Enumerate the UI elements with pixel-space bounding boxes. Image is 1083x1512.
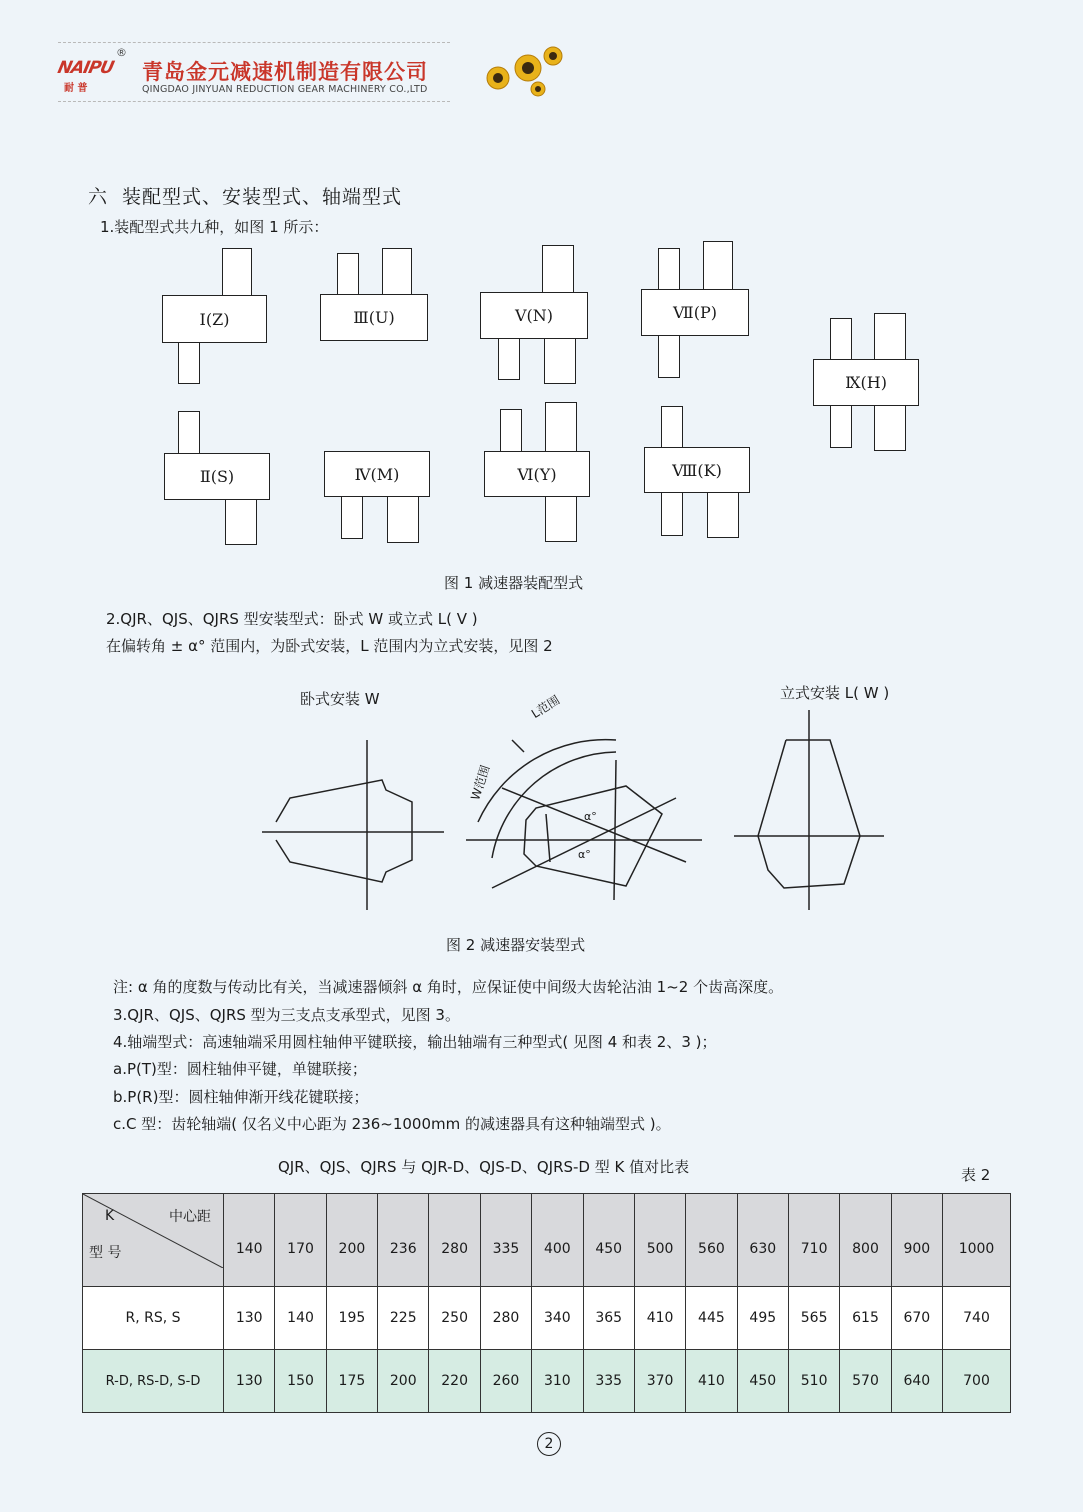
alpha-label-upper: α° <box>584 810 597 823</box>
company-logo <box>55 58 128 98</box>
shaft <box>545 402 577 452</box>
k-value-cell: 280 <box>480 1287 531 1350</box>
k-value-cell: 140 <box>275 1287 326 1350</box>
assembly-box-4: Ⅳ(M) <box>324 451 430 497</box>
shaft <box>544 338 576 384</box>
gears-icon <box>476 42 572 102</box>
k-value-cell: 130 <box>224 1350 275 1413</box>
k-value-cell: 570 <box>840 1350 891 1413</box>
k-value-cell: 250 <box>429 1287 480 1350</box>
shaft <box>707 492 739 538</box>
center-distance-cell: 1000 <box>943 1194 1011 1287</box>
k-value-cell: 335 <box>583 1350 634 1413</box>
table-row <box>83 1287 1011 1350</box>
corner-k-label: K <box>105 1208 115 1224</box>
shaft <box>658 248 680 290</box>
center-distance-cell: 170 <box>275 1194 326 1287</box>
corner-model-label: 型 号 <box>89 1245 122 1261</box>
k-value-cell: 340 <box>532 1287 583 1350</box>
k-value-cell: 310 <box>532 1350 583 1413</box>
center-distance-cell: 710 <box>788 1194 839 1287</box>
k-value-cell: 175 <box>326 1350 377 1413</box>
shaft <box>874 405 906 451</box>
center-distance-cell: 630 <box>737 1194 788 1287</box>
horizontal-install-diagram <box>262 740 444 910</box>
k-value-cell: 495 <box>737 1287 788 1350</box>
shaft <box>222 248 252 296</box>
item-4c-text: c.C 型：齿轮轴端( 仅名义中心距为 236~1000mm 的减速器具有这种轴端型式 )。 <box>113 1115 671 1133</box>
k-value-cell: 130 <box>224 1287 275 1350</box>
center-distance-cell: 140 <box>224 1194 275 1287</box>
shaft <box>341 496 363 539</box>
note-alpha: 注: α 角的度数与传动比有关，当减速器倾斜 α 角时，应保证使中间级大齿轮沾油 1~2 个齿高深度。 <box>113 978 784 996</box>
section-title: 装配型式、安装型式、轴端型式 <box>122 186 403 208</box>
center-distance-cell: 800 <box>840 1194 891 1287</box>
figure-1-caption: 图 1 减速器装配型式 <box>444 574 584 592</box>
assembly-box-9: Ⅸ(H) <box>813 359 919 406</box>
center-distance-cell: 236 <box>378 1194 429 1287</box>
w-range-label: W范围 <box>468 763 493 802</box>
item-2-line-2: 在偏转角 ± α° 范围内，为卧式安装，L 范围内为立式安装，见图 2 <box>106 637 553 655</box>
k-value-cell: 450 <box>737 1350 788 1413</box>
horizontal-install-label: 卧式安装 W <box>300 690 380 708</box>
k-value-cell: 365 <box>583 1287 634 1350</box>
k-value-cell: 220 <box>429 1350 480 1413</box>
center-distance-cell: 200 <box>326 1194 377 1287</box>
k-value-cell: 445 <box>686 1287 737 1350</box>
k-value-table <box>82 1193 1011 1413</box>
k-value-cell: 370 <box>634 1350 685 1413</box>
k-value-cell: 200 <box>378 1350 429 1413</box>
assembly-box-8: Ⅷ(K) <box>644 447 750 493</box>
assembly-box-5: Ⅴ(N) <box>480 292 588 339</box>
shaft <box>337 253 359 295</box>
table-title: QJR、QJS、QJRS 与 QJR-D、QJS-D、QJRS-D 型 K 值对比表 <box>278 1158 690 1176</box>
item-4a-text: a.P(T)型：圆柱轴伸平键，单键联接； <box>113 1060 367 1078</box>
company-name-en: QINGDAO JINYUAN REDUCTION GEAR MACHINERY CO.,LTD <box>142 84 428 95</box>
k-value-cell: 410 <box>634 1287 685 1350</box>
k-value-cell: 510 <box>788 1350 839 1413</box>
registered-mark: ® <box>116 46 127 59</box>
item-2-line-1: 2.QJR、QJS、QJRS 型安装型式：卧式 W 或立式 L( V ) <box>106 610 478 628</box>
item-3-text: 3.QJR、QJS、QJRS 型为三支点支承型式，见图 3。 <box>113 1006 460 1024</box>
k-value-cell: 700 <box>943 1350 1011 1413</box>
center-distance-cell: 560 <box>686 1194 737 1287</box>
shaft <box>542 245 574 293</box>
k-value-cell: 260 <box>480 1350 531 1413</box>
assembly-box-3: Ⅲ(U) <box>320 294 428 341</box>
table-header-row <box>83 1194 1011 1287</box>
k-value-cell: 740 <box>943 1287 1011 1350</box>
k-value-cell: 410 <box>686 1350 737 1413</box>
figure-2-caption: 图 2 减速器安装型式 <box>446 936 586 954</box>
k-value-cell: 565 <box>788 1287 839 1350</box>
model-cell: R, RS, S <box>83 1287 224 1350</box>
shaft <box>661 492 683 536</box>
shaft <box>382 248 412 295</box>
l-range-label: L范围 <box>528 692 563 721</box>
shaft <box>178 411 200 454</box>
center-distance-cell: 280 <box>429 1194 480 1287</box>
table-corner-cell <box>83 1194 224 1287</box>
assembly-box-7: Ⅶ(P) <box>641 289 749 336</box>
assembly-box-1: Ⅰ(Z) <box>162 295 267 343</box>
model-cell: R-D, RS-D, S-D <box>83 1350 224 1413</box>
shaft <box>703 241 733 290</box>
center-distance-cell: 335 <box>480 1194 531 1287</box>
header-top-rule <box>58 42 450 43</box>
page-number: 2 <box>537 1432 561 1456</box>
center-distance-cell: 500 <box>634 1194 685 1287</box>
k-value-cell: 150 <box>275 1350 326 1413</box>
shaft <box>387 496 419 543</box>
k-value-cell: 195 <box>326 1287 377 1350</box>
section-number: 六 <box>88 186 109 208</box>
vertical-install-diagram <box>734 710 884 910</box>
vertical-install-label: 立式安装 L( W ) <box>780 684 890 702</box>
table-number: 表 2 <box>961 1166 991 1184</box>
shaft <box>498 338 520 380</box>
tilt-range-diagram <box>466 690 710 900</box>
assembly-box-6: Ⅵ(Y) <box>484 451 590 497</box>
k-value-cell: 615 <box>840 1287 891 1350</box>
shaft <box>830 318 852 360</box>
company-name-cn: 青岛金元减速机制造有限公司 <box>142 60 428 84</box>
k-value-cell: 670 <box>891 1287 942 1350</box>
shaft <box>830 405 852 448</box>
k-value-cell: 640 <box>891 1350 942 1413</box>
shaft <box>661 406 683 448</box>
shaft <box>178 342 200 384</box>
assembly-box-2: Ⅱ(S) <box>164 453 270 500</box>
alpha-label-lower: α° <box>578 848 591 861</box>
table-row <box>83 1350 1011 1413</box>
item-4b-text: b.P(R)型：圆柱轴伸渐开线花键联接； <box>113 1088 369 1106</box>
center-distance-cell: 400 <box>532 1194 583 1287</box>
logo-cn: 耐 普 <box>64 83 88 94</box>
shaft <box>500 409 522 452</box>
shaft <box>225 499 257 545</box>
corner-center-label: 中心距 <box>169 1209 211 1225</box>
shaft <box>658 335 680 378</box>
item-4-text: 4.轴端型式：高速轴端采用圆柱轴伸平键联接，输出轴端有三种型式( 见图 4 和表 2、3 )； <box>113 1033 717 1051</box>
center-distance-cell: 450 <box>583 1194 634 1287</box>
logo-text: NAIPU <box>55 58 116 78</box>
center-distance-cell: 900 <box>891 1194 942 1287</box>
header-bottom-rule <box>58 101 450 102</box>
shaft <box>545 496 577 542</box>
item-1-text: 1.装配型式共九种，如图 1 所示： <box>100 218 329 236</box>
shaft <box>874 313 906 360</box>
k-value-cell: 225 <box>378 1287 429 1350</box>
